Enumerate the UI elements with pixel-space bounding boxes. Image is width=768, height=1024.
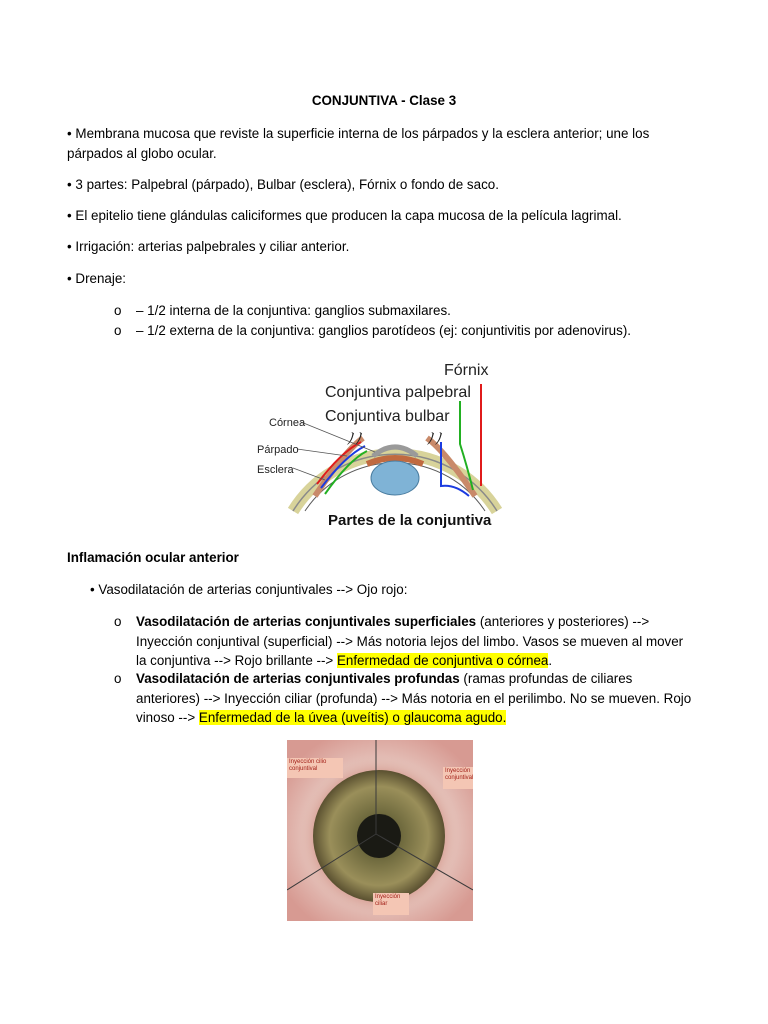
label-ciliar: Inyección ciliar [375, 894, 401, 907]
item-bold-text: Vasodilatación de arterias conjuntivales superficiales [136, 614, 477, 629]
fornix-label: Fórnix [444, 362, 489, 379]
lashes-right-icon: ﾉﾉ [427, 431, 444, 448]
bulbar-label: Conjuntiva bulbar [325, 408, 450, 425]
item-body-text: (anteriores y posteriores) --> Inyección conjuntival (superficial) --> Más notoria lejos del limbo. Vasos se mueven al mover la conjuntiva --> Rojo brillante --> [136, 614, 684, 668]
list-marker: o [114, 323, 122, 338]
parpado-label: Párpado [257, 444, 299, 456]
label-ciliar-wrapper [374, 893, 410, 917]
page-title: CONJUNTIVA - Clase 3 [311, 93, 457, 108]
cornea-pointer [301, 422, 375, 452]
drainage-text: – 1/2 externa de la conjuntiva: ganglios parotídeos (ej: conjuntivitis por adenovirus). [136, 323, 632, 338]
bullet-irrigation: • Irrigación: arterias palpebrales y ciliar anterior. [67, 239, 350, 254]
lens [371, 461, 419, 495]
highlighted-text: Enfermedad de la úvea (uveítis) o glaucoma agudo. [198, 710, 507, 725]
inflammation-text [136, 612, 696, 671]
list-marker: o [114, 671, 122, 686]
bullet-red-eye: • Vasodilatación de arterias conjuntivales --> Ojo rojo: [90, 582, 408, 597]
bullet-parts: • 3 partes: Palpebral (párpado), Bulbar (esclera), Fórnix o fondo de saco. [67, 177, 499, 192]
parpado-pointer [297, 449, 347, 456]
lashes-left-icon: ﾉﾉ [347, 431, 364, 448]
label-cilio: Inyección cilio conjuntival [289, 759, 327, 772]
cornea-label: Córnea [269, 417, 306, 429]
inflammation-text [136, 669, 696, 728]
label-conj-wrapper [444, 767, 473, 791]
item-bold-text: Vasodilatación de arterias conjuntivales profundas [136, 671, 460, 686]
label-conj: Inyección conjuntival [445, 768, 473, 781]
red-eye-photo-figure [287, 740, 473, 921]
label-cilio-wrapper [288, 758, 344, 780]
conjunctiva-parts-figure [255, 356, 513, 532]
list-marker: o [114, 303, 122, 318]
bullet-epithelium: • El epitelio tiene glándulas caliciformes que producen la capa mucosa de la película lagrimal. [67, 208, 622, 223]
palpebral-label: Conjuntiva palpebral [325, 384, 471, 401]
bullet-definition: • Membrana mucosa que reviste la superficie interna de los párpados y la esclera anterior; une los párpados al globo ocular. [67, 126, 650, 161]
section-heading: Inflamación ocular anterior [67, 550, 239, 565]
figure-caption: Partes de la conjuntiva [328, 512, 492, 529]
highlighted-text: Enfermedad de conjuntiva o córnea [336, 653, 549, 668]
esclera-label: Esclera [257, 464, 294, 476]
item-body-text: (ramas profundas de ciliares anteriores) --> Inyección ciliar (profunda) --> Más notoria en el perilimbo. No se mueven. Rojo vinoso --> [136, 671, 692, 725]
list-marker: o [114, 614, 122, 629]
bullet-drainage: • Drenaje: [67, 271, 127, 286]
drainage-text: – 1/2 interna de la conjuntiva: ganglios submaxilares. [136, 303, 451, 318]
item-end-text: . [548, 653, 553, 668]
